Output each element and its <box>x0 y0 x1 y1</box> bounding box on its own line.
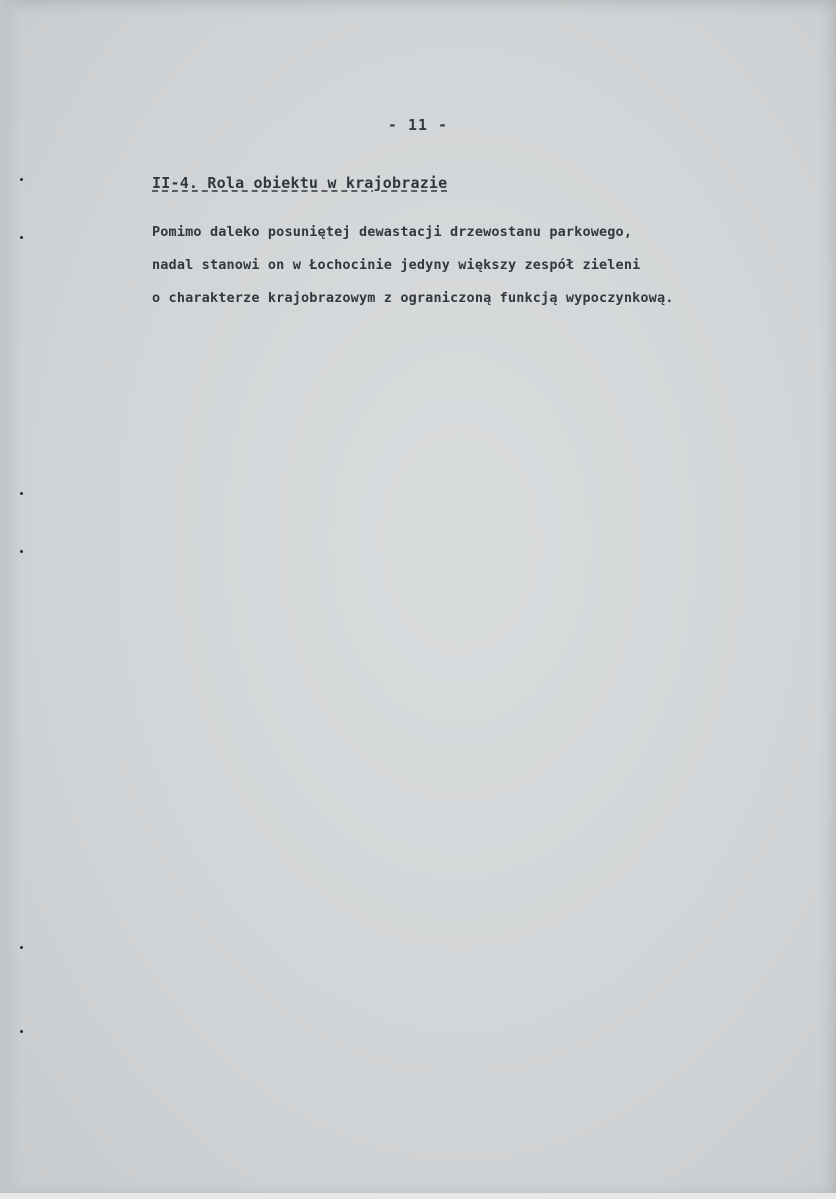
binding-hole-mark <box>20 236 23 239</box>
page-number: - 11 - <box>387 116 449 134</box>
binding-hole-mark <box>20 550 23 553</box>
binding-hole-mark <box>20 178 23 181</box>
binding-hole-mark <box>20 1030 23 1033</box>
paragraph <box>152 216 822 315</box>
left-margin-shadow <box>0 0 22 1199</box>
page-bottom-edge <box>0 1193 836 1199</box>
paragraph-line: Pomimo daleko posuniętej dewastacji drzewostanu parkowego, <box>152 224 633 240</box>
paragraph-line: o charakterze krajobrazowym z ograniczoną funkcją wypoczynkową. <box>152 290 674 306</box>
binding-hole-mark <box>20 492 23 495</box>
paragraph-line: nadal stanowi on w Łochocinie jedyny większy zespół zieleni <box>152 257 641 273</box>
section-heading: II-4. Rola obiektu w krajobrazie <box>152 174 448 192</box>
binding-hole-mark <box>20 946 23 949</box>
